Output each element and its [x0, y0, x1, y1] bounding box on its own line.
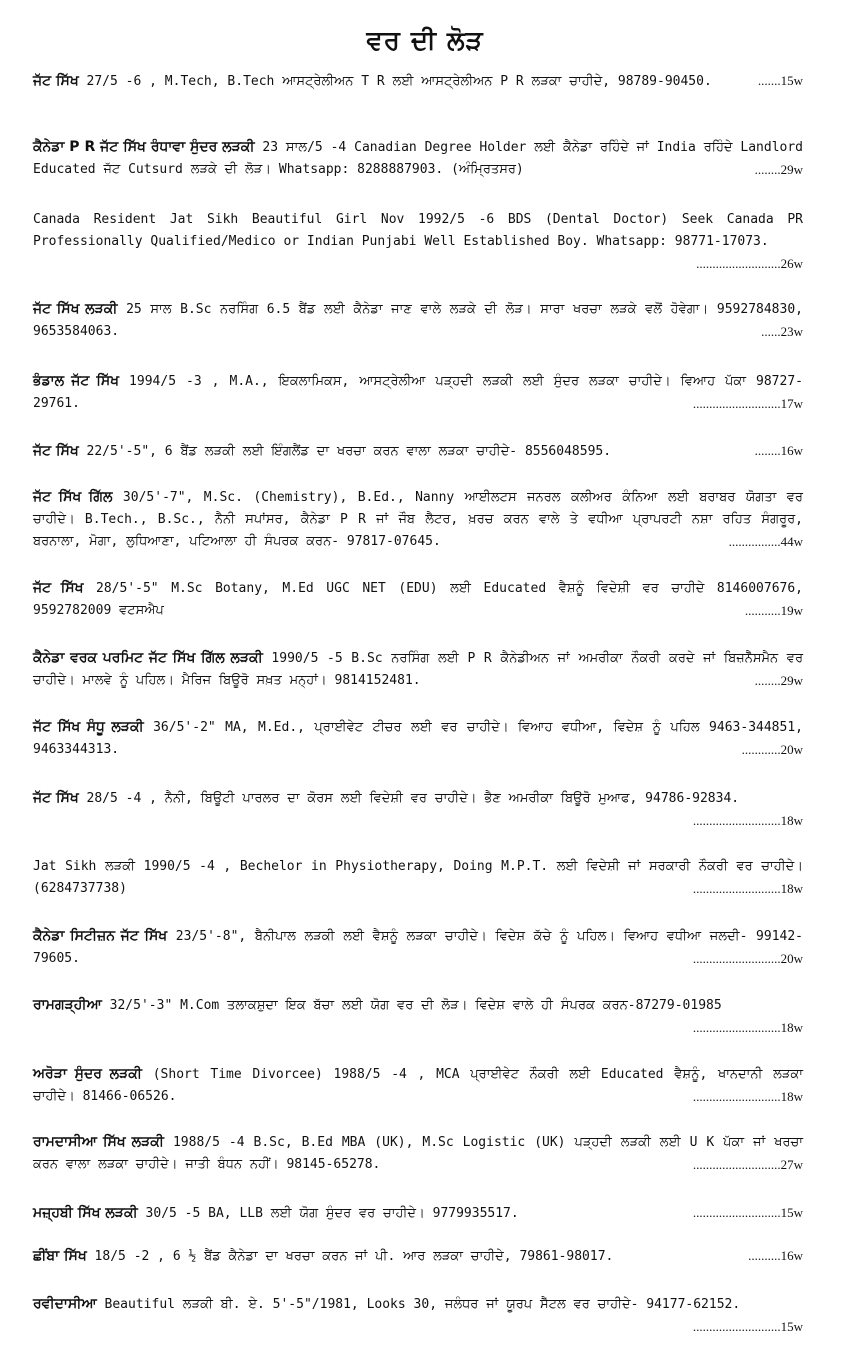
classified-ad	[33, 716, 803, 761]
ad-code: ........16w	[754, 443, 803, 458]
ad-body: 27/5 -6 , M.Tech, B.Tech ਆਸਟ੍ਰੇਲੀਅਨ T R ਲਈ ਆਸਟ੍ਰੇਲੀਅਨ P R ਲੜਕਾ ਚਾਹੀਦੇ, 98789-90450.	[78, 74, 712, 89]
classified-ad	[33, 208, 803, 275]
ad-body: 36/5'-2" MA, M.Ed., ਪ੍ਰਾਈਵੇਟ ਟੀਚਰ ਲਈ ਵਰ ਚਾਹੀਦੇ। ਵਿਆਹ ਵਧੀਆ, ਵਿਦੇਸ਼ ਨੂੰ ਪਹਿਲ 9463-344851, 9463344313.	[33, 720, 803, 757]
ad-body: Beautiful ਲੜਕੀ ਬੀ. ਏ. 5'-5"/1981, Looks 30, ਜਲੰਧਰ ਜਾਂ ਯੂਰਪ ਸੈੱਟਲ ਵਰ ਚਾਹੀਦੇ- 94177-62152.	[96, 1297, 741, 1312]
classified-ad	[33, 925, 803, 970]
ad-heading: ਜੱਟ ਸਿੱਖ	[33, 443, 79, 459]
ad-code: ................44w	[728, 534, 803, 549]
page-title: ਵਰ ਦੀ ਲੋੜ	[366, 26, 484, 56]
classified-ad	[33, 486, 803, 553]
ad-code: ...........................27w	[692, 1157, 803, 1172]
ad-heading: ਕੈਨੇਡਾ ਸਿਟੀਜ਼ਨ ਜੱਟ ਸਿੱਖ	[33, 928, 168, 944]
ad-body: 18/5 -2 , 6 ½ ਬੈਂਡ ਕੈਨੇਡਾ ਦਾ ਖਰਚਾ ਕਰਨ ਜਾਂ ਪੀ. ਆਰ ਲੜਕਾ ਚਾਹੀਦੇ, 79861-98017.	[86, 1249, 614, 1264]
ad-heading: ਕੈਨੇਡਾ P R ਜੱਟ ਸਿੱਖ ਰੰਧਾਵਾ ਸੁੰਦਰ ਲੜਕੀ	[33, 139, 255, 155]
ad-heading: ਕੈਨੇਡਾ ਵਰਕ ਪਰਮਿਟ ਜੱਟ ਸਿੱਖ ਗਿੱਲ ਲੜਕੀ	[33, 650, 263, 666]
ad-heading: ਜੱਟ ਸਿੱਖ	[33, 790, 79, 806]
classified-ad	[33, 1202, 803, 1225]
ad-body: 22/5'-5", 6 ਬੈਂਡ ਲੜਕੀ ਲਈ ਇੰਗਲੈਂਡ ਦਾ ਖਰਚਾ ਕਰਨ ਵਾਲਾ ਲੜਕਾ ਚਾਹੀਦੇ- 8556048595.	[78, 444, 612, 459]
ad-body: Jat Sikh ਲੜਕੀ 1990/5 -4 , Bechelor in Physiotherapy, Doing M.P.T. ਲਈ ਵਿਦੇਸ਼ੀ ਜਾਂ ਸਰਕਾਰੀ ਨੌਕਰੀ ਵਰ ਚਾਹੀਦੇ। (6284737738)	[33, 859, 803, 896]
ad-code: ...........................20w	[692, 951, 803, 966]
classified-ad	[33, 855, 803, 900]
ad-body: 1994/5 -3 , M.A., ਇਕਲਾਮਿਕਸ, ਆਸਟ੍ਰੇਲੀਆ ਪੜ੍ਹਦੀ ਲੜਕੀ ਲਈ ਸੁੰਦਰ ਲੜਕਾ ਚਾਹੀਦੇ। ਵਿਆਹ ਪੱਕਾ 98727-29761.	[33, 374, 803, 411]
ad-heading: ਰਾਮਦਾਸੀਆ ਸਿੱਖ ਲੜਕੀ	[33, 1134, 165, 1150]
classified-ad	[33, 1131, 803, 1176]
ad-body: Canada Resident Jat Sikh Beautiful Girl Nov 1992/5 -6 BDS (Dental Doctor) Seek Canada PR Professionally Qualified/Medico or Indian Punjabi Well Established Boy. Whatsapp: 98771-17073.	[33, 212, 803, 249]
ad-body: 30/5 -5 BA, LLB ਲਈ ਯੋਗ ਸੁੰਦਰ ਵਰ ਚਾਹੀਦੇ। 9779935517.	[137, 1206, 519, 1221]
ad-body: 1990/5 -5 B.Sc ਨਰਸਿੰਗ ਲਈ P R ਕੈਨੇਡੀਅਨ ਜਾਂ ਅਮਰੀਕਾ ਨੌਕਰੀ ਕਰਦੇ ਜਾਂ ਬਿਜ਼ਨੈੱਸਮੈਨ ਵਰ ਚਾਹੀਦੇ। ਮਾਲਵੇ ਨੂੰ ਪਹਿਲ। ਮੈਰਿਜ ਬਿਊਰੋ ਸਖ਼ਤ ਮਨ੍ਹਾਂ। 9814152481.	[33, 651, 804, 688]
ad-code: ..........16w	[748, 1248, 803, 1263]
ad-code: ...........19w	[744, 603, 803, 618]
ad-heading: ਜੱਟ ਸਿੱਖ	[33, 73, 79, 89]
ad-code: ...........................18w	[692, 1089, 803, 1104]
classified-ad	[33, 647, 803, 692]
classified-ad	[33, 787, 803, 832]
ad-heading: ਰਵੀਦਾਸੀਆ	[33, 1296, 97, 1312]
ad-code: ...........................18w	[692, 1020, 803, 1035]
ad-code: ...........................18w	[692, 881, 803, 896]
ad-body: (Short Time Divorcee) 1988/5 -4 , MCA ਪ੍ਰਾਈਵੇਟ ਨੌਕਰੀ ਲਈ Educated ਵੈਸ਼ਨੂੰ, ਖਾਨਦਾਨੀ ਲੜਕਾ ਚਾਹੀਦੇ। 81466-06526.	[33, 1067, 803, 1104]
ad-code: ...........................15w	[692, 1205, 803, 1220]
ad-code: ........29w	[754, 162, 803, 177]
ad-code: ...........................17w	[692, 396, 803, 411]
ad-body: 30/5'-7", M.Sc. (Chemistry), B.Ed., Nanny ਆਈਲਟਸ ਜਨਰਲ ਕਲੀਅਰ ਕੰਨਿਆ ਲਈ ਬਰਾਬਰ ਯੋਗਤਾ ਵਰ ਚਾਹੀਦੇ। B.Tech., B.Sc., ਨੈਨੀ ਸਪਾਂਸਰ, ਕੈਨੇਡਾ P R ਜਾਂ ਜੌਬ ਲੈਟਰ, ਖ਼ਰਚ ਕਰਨ ਵਾਲੇ ਤੇ ਵਧੀਆ ਪ੍ਰਾਪਰਟੀ ਨਸ਼ਾ ਰਹਿਤ ਸੰਗਰੂਰ, ਬਰਨਾਲਾ, ਮੋਗਾ, ਲੁਧਿਆਣਾ, ਪਟਿਆਲਾ ਹੀ ਸੰਪਰਕ ਕਰਨ- 97817-07645.	[33, 490, 803, 549]
classified-ad	[33, 370, 803, 415]
ad-code: ............20w	[741, 742, 803, 757]
ad-heading: ਭੰਡਾਲ ਜੱਟ ਸਿੱਖ	[33, 373, 120, 389]
classified-ad	[33, 1245, 803, 1268]
ad-code: .......15w	[757, 73, 803, 88]
classified-ad	[33, 1063, 803, 1108]
ad-heading: ਛੀਂਬਾ ਸਿੱਖ	[33, 1248, 87, 1264]
ad-heading: ਜੱਟ ਸਿੱਖ	[33, 580, 84, 596]
classified-ad	[33, 1293, 803, 1338]
ad-heading: ਜੱਟ ਸਿੱਖ ਲੜਕੀ	[33, 301, 118, 317]
classified-ad	[33, 70, 803, 93]
classified-ad	[33, 298, 803, 343]
ad-body: 28/5'-5" M.Sc Botany, M.Ed UGC NET (EDU) ਲਈ Educated ਵੈਸ਼ਨੂੰ ਵਿਦੇਸ਼ੀ ਵਰ ਚਾਹੀਦੇ 8146007676, 9592782009 ਵਟਸਐਪ	[33, 581, 804, 618]
ad-body: 23 ਸਾਲ/5 -4 Canadian Degree Holder ਲਈ ਕੈਨੇਡਾ ਰਹਿੰਦੇ ਜਾਂ India ਰਹਿੰਦੇ Landlord Educated ਜੱਟ Cutsurd ਲੜਕੇ ਦੀ ਲੋੜ। Whatsapp: 8288887903. (ਅੰਮ੍ਰਿਤਸਰ)	[33, 140, 804, 177]
ad-code: ...........................18w	[692, 813, 803, 828]
ad-body: 28/5 -4 , ਨੈਨੀ, ਬਿਊਟੀ ਪਾਰਲਰ ਦਾ ਕੋਰਸ ਲਈ ਵਿਦੇਸ਼ੀ ਵਰ ਚਾਹੀਦੇ। ਭੈਣ ਅਮਰੀਕਾ ਬਿਊਰੋ ਮੁਆਫ, 94786-92834.	[78, 791, 740, 806]
classified-ad	[33, 994, 803, 1039]
ad-code: ........29w	[754, 673, 803, 688]
ad-body: 32/5'-3" M.Com ਤਲਾਕਸ਼ੁਦਾ ਇਕ ਬੱਚਾ ਲਈ ਯੋਗ ਵਰ ਦੀ ਲੋੜ। ਵਿਦੇਸ਼ ਵਾਲੇ ਹੀ ਸੰਪਰਕ ਕਰਨ-87279-01985	[101, 998, 722, 1013]
ad-body: 25 ਸਾਲ B.Sc ਨਰਸਿੰਗ 6.5 ਬੈਂਡ ਲਈ ਕੈਨੇਡਾ ਜਾਣ ਵਾਲੇ ਲੜਕੇ ਦੀ ਲੋੜ। ਸਾਰਾ ਖਰਚਾ ਲੜਕੇ ਵਲੋਂ ਹੋਵੇਗਾ। 9592784830, 9653584063.	[33, 302, 803, 339]
ad-body: 23/5'-8", ਬੈਨੀਪਾਲ ਲੜਕੀ ਲਈ ਵੈਸ਼ਨੂੰ ਲੜਕਾ ਚਾਹੀਦੇ। ਵਿਦੇਸ਼ ਕੱਚੇ ਨੂੰ ਪਹਿਲ। ਵਿਆਹ ਵਧੀਆ ਜਲਦੀ- 99142-79605.	[33, 929, 804, 966]
ad-heading: ਰਾਮਗੜ੍ਹੀਆ	[33, 997, 102, 1013]
ad-code: ..........................26w	[696, 256, 803, 271]
ad-code: ...........................15w	[692, 1319, 803, 1334]
ad-heading: ਜੱਟ ਸਿੱਖ ਗਿੱਲ	[33, 489, 113, 505]
ad-heading: ਮਜ਼੍ਹਬੀ ਸਿੱਖ ਲੜਕੀ	[33, 1205, 138, 1221]
ad-body: 1988/5 -4 B.Sc, B.Ed MBA (UK), M.Sc Logistic (UK) ਪੜ੍ਹਦੀ ਲੜਕੀ ਲਈ U K ਪੱਕਾ ਜਾਂ ਖਰਚਾ ਕਰਨ ਵਾਲਾ ਲੜਕਾ ਚਾਹੀਦੇ। ਜਾਤੀ ਬੰਧਨ ਨਹੀਂ। 98145-65278.	[33, 1135, 803, 1172]
classified-ad	[33, 136, 803, 181]
classified-ad	[33, 440, 803, 463]
ad-heading: ਅਰੋੜਾ ਸੁੰਦਰ ਲੜਕੀ	[33, 1066, 143, 1082]
classified-ad	[33, 577, 803, 622]
ad-heading: ਜੱਟ ਸਿੱਖ ਸੰਧੂ ਲੜਕੀ	[33, 719, 144, 735]
ad-code: ......23w	[761, 324, 803, 339]
